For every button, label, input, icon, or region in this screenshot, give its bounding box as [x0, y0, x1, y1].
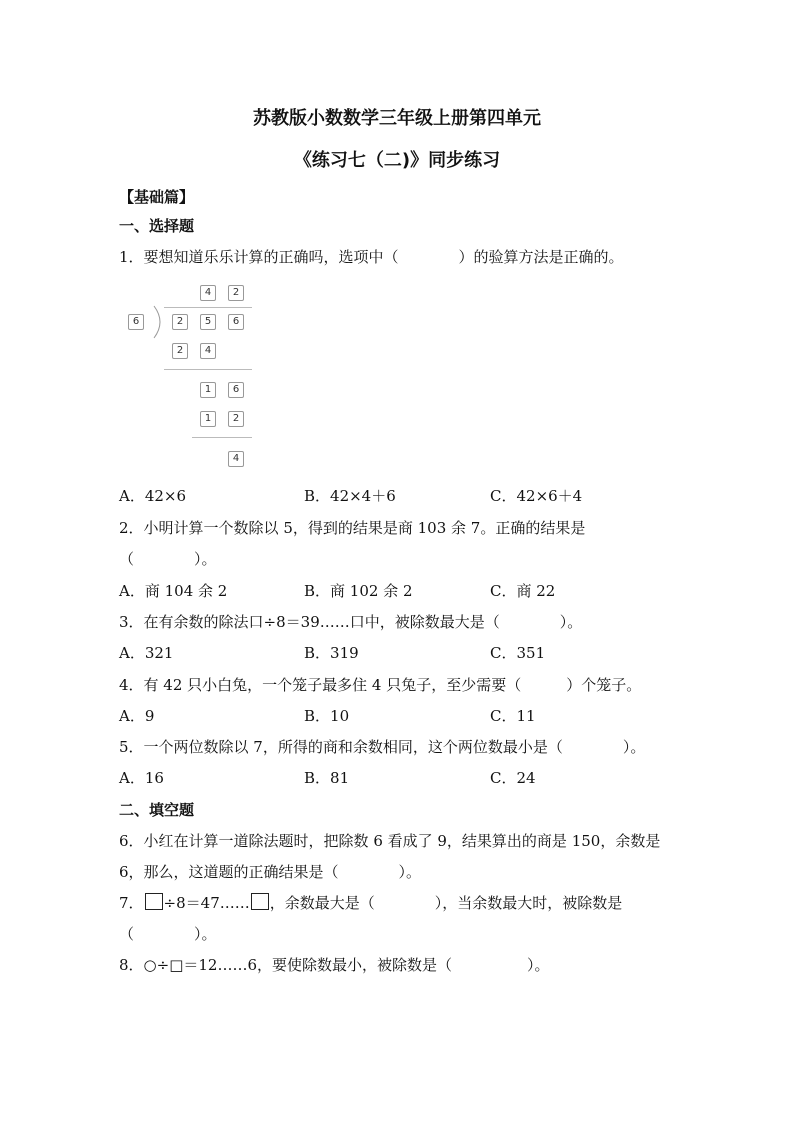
question-4: 4．有 42 只小白兔，一个笼子最多住 4 只兔子，至少需要（ ）个笼子。 [119, 676, 642, 694]
question-3: 3．在有余数的除法口÷8＝39……口中，被除数最大是（ ）。 [119, 613, 583, 631]
document-subtitle: 《练习七（二)》同步练习 [293, 150, 501, 171]
step-digit: 2 [228, 411, 244, 427]
step-digit: 4 [200, 343, 216, 359]
section-basic: 【基础篇】 [119, 188, 195, 206]
q2-option-b: B．商 102 余 2 [304, 582, 413, 600]
q2-option-c: C．商 22 [490, 582, 556, 600]
q1-option-b: B．42×4＋6 [304, 487, 396, 505]
division-bracket-icon [152, 304, 168, 340]
dividend-digit: 5 [200, 314, 216, 330]
q4-option-a: A．9 [119, 707, 155, 725]
question-1: 1．要想知道乐乐计算的正确吗，选项中（ ）的验算方法是正确的。 [119, 248, 624, 266]
q3-option-a: A．321 [119, 644, 174, 662]
dividend-digit: 2 [172, 314, 188, 330]
step-digit: 6 [228, 382, 244, 398]
q1-option-a: A．42×6 [119, 487, 187, 505]
q3-option-b: B．319 [304, 644, 359, 662]
q5-option-c: C．24 [490, 769, 536, 787]
remainder-digit: 4 [228, 451, 244, 467]
q4-option-b: B．10 [304, 707, 350, 725]
document-title: 苏教版小数数学三年级上册第四单元 [253, 108, 541, 129]
division-line [192, 437, 252, 438]
question-5: 5．一个两位数除以 7，所得的商和余数相同，这个两位数最小是（ ）。 [119, 738, 646, 756]
step-digit: 2 [172, 343, 188, 359]
blank-box-icon [145, 893, 163, 910]
q4-option-c: C．11 [490, 707, 536, 725]
question-7 [119, 893, 622, 913]
quotient-digit: 4 [200, 285, 216, 301]
divisor-digit: 6 [128, 314, 144, 330]
q5-option-a: A．16 [119, 769, 164, 787]
question-2: 2．小明计算一个数除以 5，得到的结果是商 103 余 7。正确的结果是 [119, 519, 586, 537]
question-7-mid: ÷8＝47…… [163, 894, 250, 912]
q5-option-b: B．81 [304, 769, 350, 787]
question-8: 8．○÷□＝12……6，要使除数最小，被除数是（ ）。 [119, 956, 550, 974]
quotient-digit: 2 [228, 285, 244, 301]
dividend-digit: 6 [228, 314, 244, 330]
question-2-cont: （ ）。 [119, 550, 217, 568]
q3-option-c: C．351 [490, 644, 546, 662]
q1-option-c: C．42×6＋4 [490, 487, 583, 505]
division-line [164, 369, 252, 370]
question-6: 6．小红在计算一道除法题时，把除数 6 看成了 9，结果算出的商是 150，余数是 [119, 832, 661, 850]
section-fill: 二、填空题 [119, 801, 195, 819]
division-bar [164, 307, 252, 308]
question-7-tail: ，余数最大是（ ），当余数最大时，被除数是 [269, 894, 623, 912]
question-7-cont: （ ）。 [119, 925, 217, 943]
question-6-cont: 6，那么，这道题的正确结果是（ ）。 [119, 863, 422, 881]
long-division-diagram [120, 282, 260, 472]
blank-box-icon [251, 893, 269, 910]
step-digit: 1 [200, 382, 216, 398]
section-choice: 一、选择题 [119, 217, 195, 235]
step-digit: 1 [200, 411, 216, 427]
question-7-number: 7． [119, 894, 144, 912]
q2-option-a: A．商 104 余 2 [119, 582, 228, 600]
